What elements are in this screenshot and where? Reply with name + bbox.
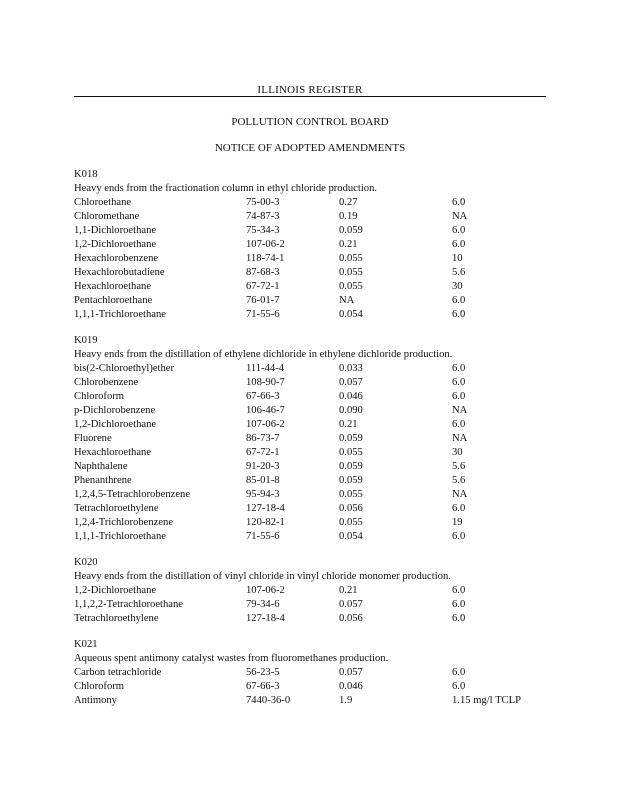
nonwastewater-value: NA — [452, 433, 468, 444]
wastewater-value: 0.055 — [339, 253, 363, 264]
wastewater-value: 0.059 — [339, 475, 363, 486]
constituent-name: Chloroethane — [74, 197, 132, 208]
wastewater-value: 0.056 — [339, 503, 363, 514]
table-row — [74, 418, 554, 432]
wastewater-value: 0.27 — [339, 197, 358, 208]
wastewater-value: 0.090 — [339, 405, 363, 416]
wastewater-value: 0.059 — [339, 461, 363, 472]
cas-number: 56-23-5 — [246, 667, 280, 678]
cas-number: 67-66-3 — [246, 681, 280, 692]
nonwastewater-value: 6.0 — [452, 585, 466, 596]
nonwastewater-value: 5.6 — [452, 475, 466, 486]
nonwastewater-value: 1.15 mg/l TCLP — [452, 695, 521, 706]
nonwastewater-value: NA — [452, 211, 468, 222]
wastewater-value: 0.054 — [339, 309, 363, 320]
waste-section — [74, 556, 554, 626]
nonwastewater-value: 6.0 — [452, 681, 466, 692]
wastewater-value: 0.054 — [339, 531, 363, 542]
constituent-name: Chloromethane — [74, 211, 140, 222]
wastewater-value: 0.055 — [339, 489, 363, 500]
nonwastewater-value: 6.0 — [452, 363, 466, 374]
cas-number: 91-20-3 — [246, 461, 280, 472]
table-row — [74, 362, 554, 376]
cas-number: 67-72-1 — [246, 281, 280, 292]
constituent-name: Tetrachloroethylene — [74, 503, 159, 514]
constituent-name: Naphthalene — [74, 461, 128, 472]
constituent-name: Chlorobenzene — [74, 377, 139, 388]
constituent-name: 1,1-Dichloroethane — [74, 225, 157, 236]
nonwastewater-value: 6.0 — [452, 295, 466, 306]
nonwastewater-value: 5.6 — [452, 267, 466, 278]
nonwastewater-value: NA — [452, 489, 468, 500]
wastewater-value: NA — [339, 295, 355, 306]
cas-number: 79-34-6 — [246, 599, 280, 610]
cas-number: 120-82-1 — [246, 517, 285, 528]
cas-number: 86-73-7 — [246, 433, 280, 444]
table-row — [74, 252, 554, 266]
constituent-name: Phenanthrene — [74, 475, 132, 486]
wastewater-value: 0.055 — [339, 281, 363, 292]
waste-code: K018 — [74, 169, 98, 180]
table-row — [74, 446, 554, 460]
cas-number: 71-55-6 — [246, 309, 280, 320]
table-row — [74, 224, 554, 238]
waste-code: K019 — [74, 335, 98, 346]
constituent-name: Hexachlorobenzene — [74, 253, 159, 264]
wastewater-value: 0.059 — [339, 433, 363, 444]
constituent-name: Pentachloroethane — [74, 295, 153, 306]
cas-number: 111-44-4 — [246, 363, 285, 374]
waste-description: Heavy ends from the fractionation column in ethyl chloride production. — [74, 183, 378, 194]
cas-number: 127-18-4 — [246, 503, 285, 514]
nonwastewater-value: 6.0 — [452, 613, 466, 624]
cas-number: 85-01-8 — [246, 475, 280, 486]
nonwastewater-value: 30 — [452, 281, 463, 292]
cas-number: 106-46-7 — [246, 405, 285, 416]
cas-number: 75-34-3 — [246, 225, 280, 236]
nonwastewater-value: 6.0 — [452, 599, 466, 610]
nonwastewater-value: 30 — [452, 447, 463, 458]
constituent-name: Fluorene — [74, 433, 112, 444]
table-row — [74, 376, 554, 390]
table-row — [74, 502, 554, 516]
table-row — [74, 694, 554, 708]
nonwastewater-value: 6.0 — [452, 239, 466, 250]
cas-number: 127-18-4 — [246, 613, 285, 624]
cas-number: 67-72-1 — [246, 447, 280, 458]
constituent-name: Chloroform — [74, 681, 125, 692]
wastewater-value: 0.057 — [339, 599, 363, 610]
table-row — [74, 196, 554, 210]
waste-code: K020 — [74, 557, 98, 568]
constituent-name: Chloroform — [74, 391, 125, 402]
nonwastewater-value: 6.0 — [452, 503, 466, 514]
notice-title: NOTICE OF ADOPTED AMENDMENTS — [214, 142, 406, 154]
table-row — [74, 598, 554, 612]
cas-number: 107-06-2 — [246, 419, 285, 430]
cas-number: 108-90-7 — [246, 377, 285, 388]
cas-number: 95-94-3 — [246, 489, 280, 500]
wastewater-value: 0.21 — [339, 419, 358, 430]
cas-number: 67-66-3 — [246, 391, 280, 402]
nonwastewater-value: 6.0 — [452, 419, 466, 430]
wastewater-value: 0.055 — [339, 267, 363, 278]
table-row — [74, 488, 554, 502]
table-row — [74, 266, 554, 280]
waste-section — [74, 168, 554, 322]
table-row — [74, 210, 554, 224]
nonwastewater-value: 6.0 — [452, 391, 466, 402]
nonwastewater-value: 6.0 — [452, 309, 466, 320]
waste-code-table — [74, 168, 554, 720]
constituent-name: 1,1,1-Trichloroethane — [74, 531, 166, 542]
board-name: POLLUTION CONTROL BOARD — [231, 116, 389, 128]
constituent-name: 1,2-Dichloroethane — [74, 585, 157, 596]
table-row — [74, 584, 554, 598]
waste-code: K021 — [74, 639, 98, 650]
nonwastewater-value: NA — [452, 405, 468, 416]
wastewater-value: 0.046 — [339, 391, 363, 402]
constituent-name: bis(2-Chloroethyl)ether — [74, 363, 175, 374]
waste-description: Aqueous spent antimony catalyst wastes from fluoromethanes production. — [74, 653, 389, 664]
register-title: ILLINOIS REGISTER — [74, 83, 546, 97]
table-row — [74, 474, 554, 488]
table-row — [74, 432, 554, 446]
cas-number: 107-06-2 — [246, 239, 285, 250]
constituent-name: 1,2-Dichloroethane — [74, 419, 157, 430]
wastewater-value: 0.21 — [339, 585, 358, 596]
nonwastewater-value: 6.0 — [452, 667, 466, 678]
nonwastewater-value: 6.0 — [452, 531, 466, 542]
cas-number: 75-00-3 — [246, 197, 280, 208]
table-row — [74, 280, 554, 294]
constituent-name: 1,2-Dichloroethane — [74, 239, 157, 250]
wastewater-value: 0.059 — [339, 225, 363, 236]
nonwastewater-value: 6.0 — [452, 197, 466, 208]
cas-number: 87-68-3 — [246, 267, 280, 278]
nonwastewater-value: 10 — [452, 253, 463, 264]
table-row — [74, 666, 554, 680]
table-row — [74, 612, 554, 626]
constituent-name: Hexachloroethane — [74, 281, 152, 292]
waste-section — [74, 334, 554, 544]
cas-number: 76-01-7 — [246, 295, 280, 306]
nonwastewater-value: 6.0 — [452, 225, 466, 236]
wastewater-value: 0.055 — [339, 447, 363, 458]
wastewater-value: 0.057 — [339, 377, 363, 388]
table-row — [74, 460, 554, 474]
wastewater-value: 0.057 — [339, 667, 363, 678]
wastewater-value: 0.21 — [339, 239, 358, 250]
cas-number: 118-74-1 — [246, 253, 285, 264]
waste-section — [74, 638, 554, 708]
wastewater-value: 0.033 — [339, 363, 363, 374]
nonwastewater-value: 6.0 — [452, 377, 466, 388]
constituent-name: Carbon tetrachloride — [74, 667, 162, 678]
table-row — [74, 404, 554, 418]
cas-number: 7440-36-0 — [246, 695, 291, 706]
constituent-name: 1,2,4-Trichlorobenzene — [74, 517, 174, 528]
cas-number: 107-06-2 — [246, 585, 285, 596]
constituent-name: Hexachloroethane — [74, 447, 152, 458]
table-row — [74, 516, 554, 530]
waste-description: Heavy ends from the distillation of vinyl chloride in vinyl chloride monomer production. — [74, 571, 451, 582]
constituent-name: Hexachlorobutadiene — [74, 267, 165, 278]
page-header — [74, 83, 546, 97]
wastewater-value: 0.056 — [339, 613, 363, 624]
constituent-name: Antimony — [74, 695, 117, 706]
wastewater-value: 0.046 — [339, 681, 363, 692]
wastewater-value: 0.19 — [339, 211, 358, 222]
table-row — [74, 294, 554, 308]
table-row — [74, 308, 554, 322]
nonwastewater-value: 19 — [452, 517, 463, 528]
nonwastewater-value: 5.6 — [452, 461, 466, 472]
table-row — [74, 530, 554, 544]
constituent-name: 1,1,1-Trichloroethane — [74, 309, 166, 320]
wastewater-value: 0.055 — [339, 517, 363, 528]
constituent-name: p-Dichlorobenzene — [74, 405, 156, 416]
cas-number: 71-55-6 — [246, 531, 280, 542]
constituent-name: 1,2,4,5-Tetrachlorobenzene — [74, 489, 191, 500]
table-row — [74, 680, 554, 694]
cas-number: 74-87-3 — [246, 211, 280, 222]
constituent-name: 1,1,2,2-Tetrachloroethane — [74, 599, 183, 610]
waste-description: Heavy ends from the distillation of ethylene dichloride in ethylene dichloride production. — [74, 349, 453, 360]
wastewater-value: 1.9 — [339, 695, 353, 706]
constituent-name: Tetrachloroethylene — [74, 613, 159, 624]
table-row — [74, 390, 554, 404]
table-row — [74, 238, 554, 252]
